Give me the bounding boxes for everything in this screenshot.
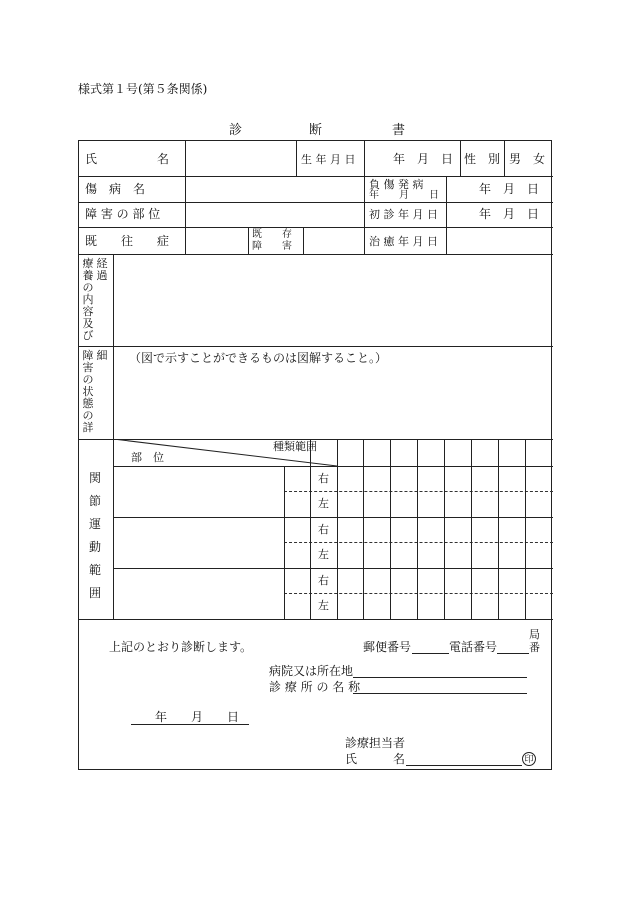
- postal-label: 郵便番号: [363, 640, 412, 654]
- name-label: 氏 名: [85, 152, 170, 166]
- rom-divider: [113, 466, 553, 467]
- sex-options: 男 女: [509, 152, 546, 166]
- rom-col: [471, 439, 472, 619]
- rom-dashed: [284, 593, 553, 594]
- title-char-2: 断: [309, 123, 323, 138]
- rom-right-1: 右: [318, 472, 329, 485]
- rom-kinds-label: 種類範囲: [273, 440, 317, 453]
- diagnosis-form-table: [78, 140, 552, 770]
- onset-label-top: 負 傷 発 病: [369, 178, 424, 191]
- detail-label: 障 害 の 状 態 の 詳: [82, 349, 94, 434]
- course-label-side: 経 過: [96, 257, 108, 282]
- phone-label: 電話番号: [449, 640, 498, 654]
- seal-icon: 印: [522, 752, 536, 766]
- site-label: 障 害 の 部 位: [85, 207, 161, 221]
- date-text: 年 月 日: [155, 710, 240, 724]
- col-divider: [248, 227, 249, 254]
- first-visit-value: 年 月 日: [479, 207, 540, 221]
- row-divider: [79, 227, 553, 228]
- rom-col: [390, 439, 391, 619]
- row-divider: [79, 176, 553, 177]
- first-visit-label: 初 診 年 月 日: [369, 208, 438, 221]
- rom-left-3: 左: [318, 599, 329, 612]
- row-divider: [79, 346, 553, 347]
- detail-label-side: 細: [96, 349, 108, 362]
- title-char-1: 診: [229, 123, 243, 138]
- hospital-address-label: 病院又は所在地: [269, 664, 354, 678]
- label-col-divider: [113, 254, 114, 619]
- rom-col: [525, 439, 526, 619]
- rom-right-3: 右: [318, 574, 329, 587]
- sex-label: 性 別: [464, 152, 501, 166]
- rom-col: [337, 439, 338, 619]
- address-underline: [353, 677, 527, 678]
- rom-dashed: [284, 491, 553, 492]
- existing-label-bottom: 障 害: [252, 241, 292, 252]
- doctor-label: 診療担当者: [345, 736, 406, 750]
- phone-underline: [497, 653, 529, 654]
- rom-col: [417, 439, 418, 619]
- col-divider: [446, 176, 447, 254]
- rom-left-1: 左: [318, 497, 329, 510]
- rom-right-2: 右: [318, 523, 329, 536]
- clinic-name-label: 診 療 所 の 名 称: [269, 680, 361, 694]
- rom-col: [444, 439, 445, 619]
- col-divider: [296, 141, 297, 176]
- document-title: [0, 119, 630, 138]
- doctor-name-underline: [406, 765, 522, 766]
- rom-left-2: 左: [318, 548, 329, 561]
- onset-value: 年 月 日: [479, 182, 540, 196]
- existing-label-top: 既 存: [252, 229, 292, 240]
- row-divider: [79, 619, 553, 620]
- course-label: 療 養 の 内 容 及 び: [82, 257, 94, 342]
- col-divider: [185, 141, 186, 254]
- injury-label: 傷 病 名: [85, 182, 146, 196]
- rom-label: 関 節 運 動 範 囲: [88, 471, 101, 600]
- birthdate-label: 生 年 月 日: [301, 153, 356, 166]
- col-divider: [364, 141, 365, 176]
- rom-col: [498, 439, 499, 619]
- col-divider: [460, 141, 461, 176]
- title-char-3: 書: [392, 123, 406, 138]
- col-divider: [303, 227, 304, 254]
- postal-underline: [412, 653, 449, 654]
- rom-dashed: [284, 542, 553, 543]
- cure-date-label: 治 癒 年 月 日: [369, 235, 438, 248]
- form-label: 様式第１号(第５条関係): [78, 82, 208, 96]
- rom-col: [284, 466, 285, 619]
- rom-col: [310, 439, 311, 619]
- clinic-underline: [353, 693, 527, 694]
- doctor-name-label: 氏 名: [345, 752, 406, 766]
- rom-col: [363, 439, 364, 619]
- row-divider: [79, 202, 553, 203]
- ban-label: 番: [529, 641, 540, 654]
- date-underline: [131, 724, 249, 725]
- onset-label-bottom: 年 月 日: [369, 190, 439, 201]
- birthdate-value: 年 月 日: [393, 152, 454, 166]
- row-divider: [79, 254, 553, 255]
- kyoku-label: 局: [529, 628, 540, 641]
- past-history-label: 既 往 症: [85, 234, 170, 248]
- col-divider: [504, 141, 505, 176]
- col-divider: [364, 176, 365, 254]
- statement-text: 上記のとおり診断します。: [109, 640, 253, 654]
- rom-divider: [113, 568, 553, 569]
- rom-part-label: 部 位: [131, 451, 164, 464]
- detail-note: （図で示すことができるものは図解すること。）: [129, 351, 388, 365]
- rom-divider: [113, 517, 553, 518]
